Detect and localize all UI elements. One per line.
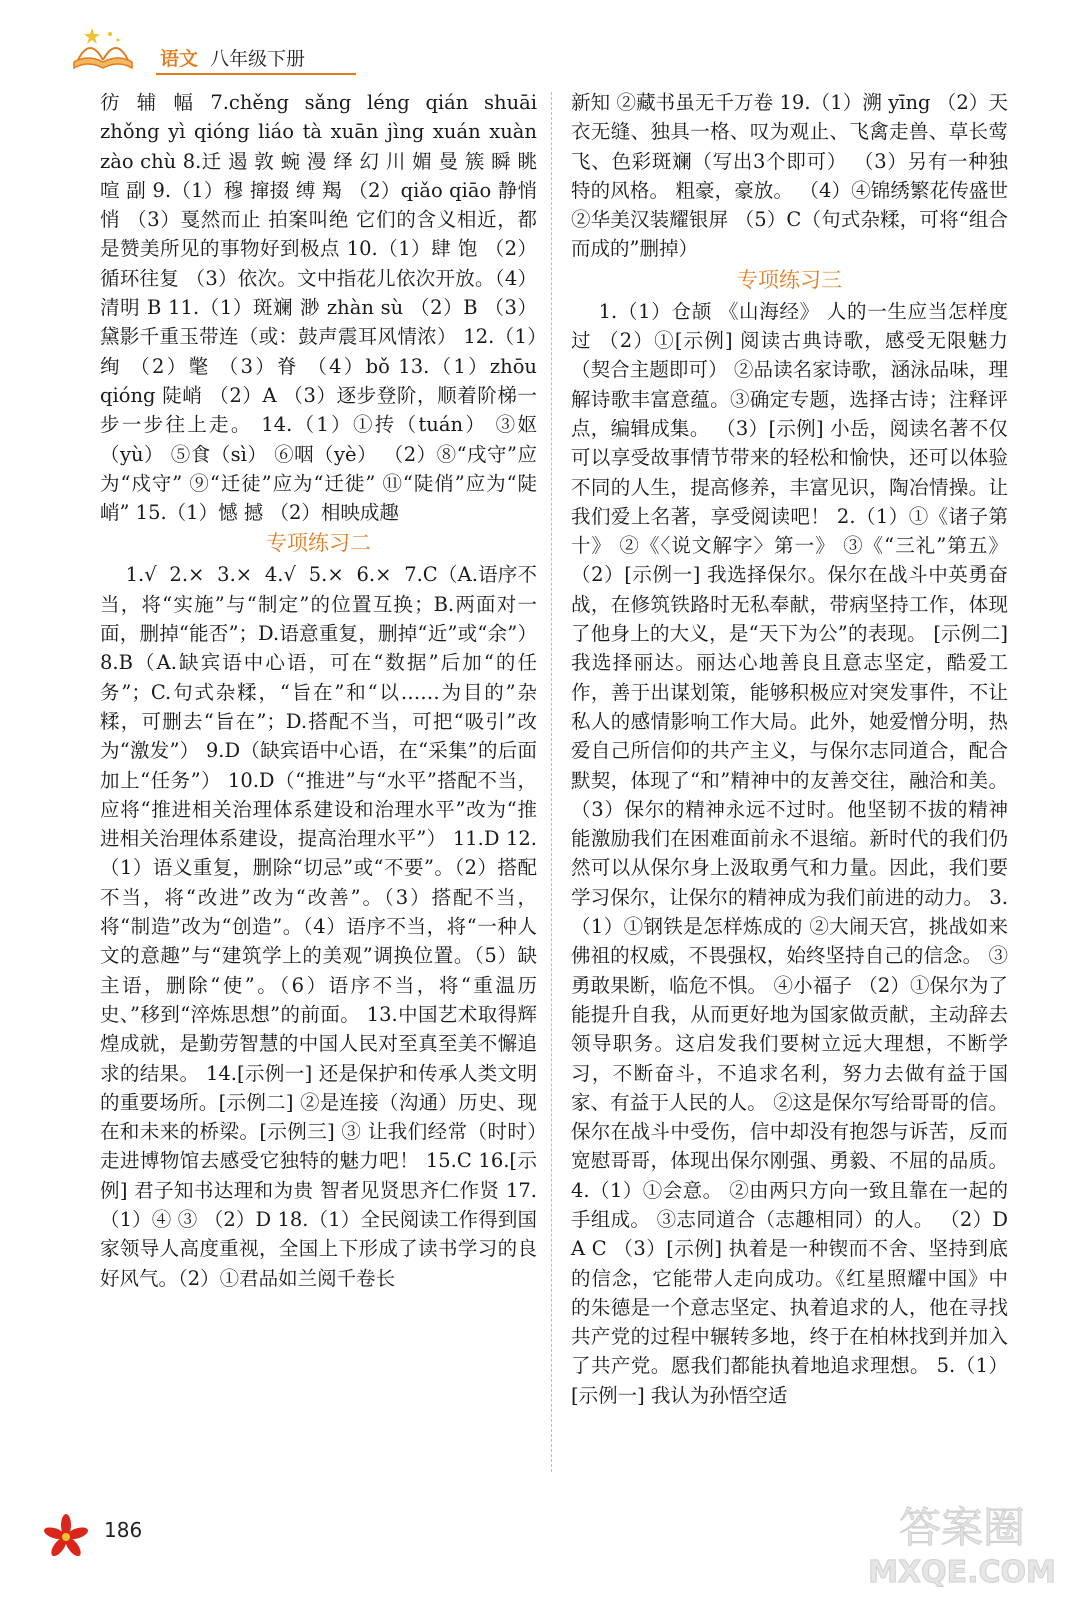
column-divider [551, 92, 552, 1472]
answers-block-1: 彷 辅 幅 7.chěng sǎng léng qián shuāi zhǒng yì qióng liáo tà xuān jìng xuán xuàn zào chù 8.迁 遏 敦 蜿 漫 绎 幻 川 媚 曼 簇 瞬 眺 喧 副 9.（1）穆 撺掇 缚 羯 （2）qiǎo qiāo 静悄悄 （3）戛然而止 拍案叫绝 它们的含义相近，都是赞美所见的事物好到极点 10.（1）肆 饱 （2）循环往复 （3）依次。文中指花儿依次开放。（4）清明 B 11.（1）斑斓 渺 zhàn sù （2）B （3）黛影千重玉带连（或：鼓声震耳风情浓） 12.（1）绚 （2）氅 （3）脊 （4）bǒ 13.（1）zhōu qióng 陡峭 （2）A （3）逐步登阶，顺着阶梯一步一步往上走。 14.（1）①抟（tuán） ③妪（yù） ⑤食（sì） ⑥咽（yè） （2）⑧“戌守”应为“戍守” ⑨“迁徒”应为“迁徙” ⑪“陡俏”应为“陡峭” 15.（1）憾 撼 （2）相映成趣 [100, 91, 544, 525]
header-rule [156, 73, 356, 75]
page-header [70, 18, 470, 78]
subject-label: 语文 [160, 48, 199, 70]
right-column [571, 88, 1015, 1410]
watermark-logo [862, 1494, 1062, 1594]
left-column [100, 88, 544, 1293]
answers-block-3: 新知 ②藏书虽无千万卷 19.（1）溯 yīng （2）天衣无缝、独具一格、叹为观止、飞禽走兽、草长莺飞、色彩斑斓（写出3个即可） （3）另有一种独特的风格。 粗豪，豪放。 （4）④锦绣繁花传盛世 ②华美汉装耀银屏 （5）C（句式杂糅，可将“组合而成的”删掉） [571, 91, 1015, 261]
flower-icon [40, 1505, 100, 1565]
watermark-text-bottom: MXQE.COM [868, 1555, 1056, 1590]
grade-label: 八年级下册 [210, 48, 306, 70]
open-book-star-icon [70, 26, 136, 70]
section-heading-2: 专项练习二 [266, 531, 371, 556]
section-heading-3: 专项练习三 [737, 267, 842, 292]
answers-block-2: 1.√ 2.× 3.× 4.√ 5.× 6.× 7.C（A.语序不当，将“实施”与“制定”的位置互换；B.两面对一面，删掉“能否”；D.语意重复，删掉“近”或“余”） 8.B（A.缺宾语中心语，可在“数据”后加“的任务”；C.句式杂糅，“旨在”和“以……为目的”杂糅，可删去“旨在”；D.搭配不当，可把“吸引”改为“激发”） 9.D（缺宾语中心语，在“采集”的后面加上“任务”） 10.D（“推进”与“水平”搭配不当，应将“推进相关治理体系建设和治理水平”改为“推进相关治理体系建设，提高治理水平”） 11.D 12.（1）语义重复，删除“切忌”或“不要”。（2）搭配不当，将“改进”改为“改善”。（3）搭配不当，将“制造”改为“创造”。（4）语序不当，将“一种人文的意趣”与“建筑学上的美观”调换位置。（5）缺主语，删除“使”。（6）语序不当，将“重温历史、”移到“淬炼思想”的前面。 13.中国艺术取得辉煌成就，是勤劳智慧的中国人民对至真至美不懈追求的结果。 14.[示例一] 还是保护和传承人类文明的重要场所。[示例二] ②是连接（沟通）历史、现在和未来的桥梁。[示例三] ③ 让我们经常（时时）走进博物馆去感受它独特的魅力吧！ 15.C 16.[示例] 君子知书达理和为贵 智者见贤思齐仁作贤 17.（1）④ ③ （2）D 18.（1）全民阅读工作得到国家领导人高度重视，全国上下形成了读书学习的良好风气。（2）①君品如兰阅千卷长 [100, 563, 544, 1290]
page-number: 186 [104, 1518, 143, 1542]
watermark-text-top: 答案圈 [898, 1503, 1026, 1552]
answers-block-4: 1.（1）仓颉 《山海经》 人的一生应当怎样度过 （2）①[示例] 阅读古典诗歌，感受无限魅力（契合主题即可） ②品读名家诗歌，涵泳品味，理解诗歌丰富意蕴。③确定专题，选择古诗；注释评点，编辑成集。 （3）[示例] 小岳，阅读名著不仅可以享受故事情节带来的轻松和愉快，还可以体验不同的人生，提高修养，丰富见识，陶冶情操。让我们爱上名著，享受阅读吧！ 2.（1）①《诸子第十》 ②《〈说文解字〉第一》 ③《“三礼”第五》 （2）[示例一] 我选择保尔。保尔在战斗中英勇奋战，在修筑铁路时无私奉献，带病坚持工作，体现了他身上的大义，是“天下为公”的表现。 [示例二] 我选择丽达。丽达心地善良且意志坚定，酷爱工作，善于出谋划策，能够积极应对突发事件，不让私人的感情影响工作大局。此外，她爱憎分明，热爱自己所信仰的共产主义，与保尔志同道合，配合默契，体现了“和”精神中的友善交往，融洽和美。 （3）保尔的精神永远不过时。他坚韧不拔的精神能激励我们在困难面前永不退缩。新时代的我们仍然可以从保尔身上汲取勇气和力量。因此，我们要学习保尔，让保尔的精神成为我们前进的动力。 3.（1）①钢铁是怎样炼成的 ②大闹天宫，挑战如来佛祖的权威，不畏强权，始终坚持自己的信念。 ③勇敢果断，临危不惧。 ④小福子 （2）①保尔为了能提升自我，从而更好地为国家做贡献，主动辞去领导职务。这启发我们要树立远大理想，不断学习，不断奋斗，不追求名利，努力去做有益于国家、有益于人民的人。 ②这是保尔写给哥哥的信。保尔在战斗中受伤，信中却没有抱怨与诉苦，反而宽慰哥哥，体现出保尔刚强、勇毅、不屈的品质。 4.（1）①会意。 ②由两只方向一致且靠在一起的手组成。 ③志同道合（志趣相同）的人。 （2）D A C （3）[示例] 执着是一种锲而不舍、坚持到底的信念，它能带人走向成功。《红星照耀中国》中的朱德是一个意志坚定、执着追求的人，他在寻找共产党的过程中辗转多地，终于在柏林找到并加入了共产党。愿我们都能执着地追求理想。 5.（1）[示例一] 我认为孙悟空适 [571, 299, 1015, 1407]
